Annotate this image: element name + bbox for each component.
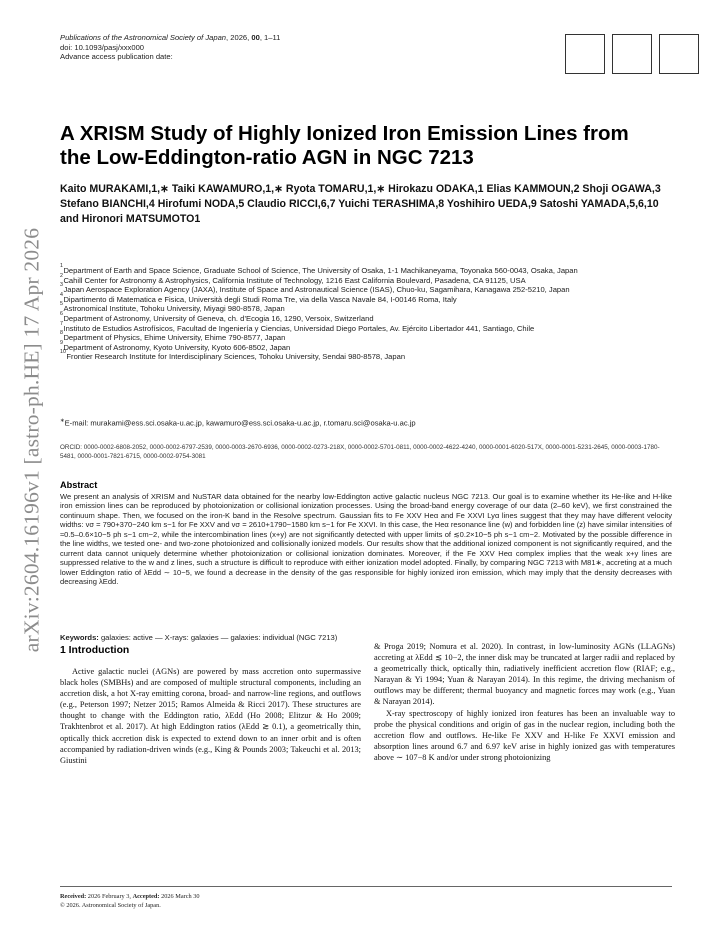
affiliation-item [60, 272, 672, 286]
affiliation-text: Frontier Research Institute for Interdisciplinary Sciences, Tohoku University, Sendai 980-8578, Japan [66, 352, 406, 362]
abstract-heading: Abstract [60, 480, 98, 490]
affiliation-text: Japan Aerospace Exploration Agency (JAXA), Institute of Space and Astronautical Science (ISAS), Chuo-ku, Sagamihara, Kanagawa 252-5210, Japan [63, 285, 570, 295]
affiliation-text: Department of Astronomy, Kyoto University, Kyoto 606-8502, Japan [63, 342, 291, 352]
arxiv-identifier[interactable]: arXiv:2604.16196v1 [astro-ph.HE] 17 Apr 2026 [19, 227, 44, 653]
affiliation-text: Department of Earth and Space Science, Graduate School of Science, The University of Osaka, 1-1 Machikaneyama, Toyonaka 560-0043, Osaka, Japan [63, 266, 578, 275]
affiliation-number: 7 [60, 320, 63, 327]
affiliation-number: 4 [60, 291, 63, 298]
affiliation-text: Instituto de Estudios Astrofísicos, Facultad de Ingeniería y Ciencias, Universidad Diego Portales, Av. Ejército Libertador 441, Santiago, Chile [63, 323, 535, 333]
affiliation-text: Cahill Center for Astronomy & Astrophysics, California Institute of Technology, 1216 East California Boulevard, Pasadena, CA 91125, USA [63, 275, 526, 285]
doi-line[interactable]: doi: 10.1093/pasj/xxx000 [60, 42, 145, 52]
affiliation-number: 6 [60, 310, 63, 317]
journal-header [60, 33, 280, 62]
intro-paragraph: & Proga 2019; Nomura et al. 2020). In contrast, in low-luminosity AGNs (LLAGNs) accreting at λEdd ≲ 10−2, the inner disk may be truncated at larger radii and replaced by a geometrically thick, optically thin, radiatively inefficient accretion flow (RIAF; e.g., Narayan & Yi 1994; Yuan & Narayan 2014). In this regime, the driving mechanism of outflows may be different; thermal buoyancy and magnetic forces may work (e.g., Yuan & Narayan 2014). [374, 642, 675, 707]
affiliation-text: Dipartimento di Matematica e Fisica, Università degli Studi Roma Tre, via della Vasca Navale 84, I-00146 Roma, Italy [63, 294, 457, 304]
affiliation-text: Department of Astronomy, University of Geneva, ch. d’Ecogia 16, 1290, Versoix, Switzerland [63, 313, 374, 323]
paper-title: A XRISM Study of Highly Ionized Iron Emission Lines from the Low-Eddington-ratio AGN in NGC 7213 [60, 122, 629, 169]
affiliation-item [60, 349, 672, 362]
header-box [659, 34, 699, 74]
publication-footer [60, 892, 200, 910]
affiliation-number: 9 [60, 339, 63, 346]
affiliation-item [60, 263, 672, 276]
corresponding-email[interactable]: ∗E-mail: murakami@ess.sci.osaka-u.ac.jp, kawamuro@ess.sci.osaka-u.ac.jp, r.tomaru.sci@osaka-u.ac.jp [60, 418, 416, 428]
affiliation-item [60, 320, 672, 334]
affiliation-item [60, 282, 672, 295]
affiliation-item [60, 301, 672, 314]
journal-citation: Publications of the Astronomical Society of Japan, 2026, 00, 1–11 [60, 33, 281, 42]
keywords-label: Keywords: [60, 633, 99, 642]
section-heading-introduction: 1 Introduction [60, 645, 130, 656]
copyright-line: © 2026. Astronomical Society of Japan. [60, 902, 161, 909]
journal-name: Publications of the Astronomical Society of Japan [60, 33, 227, 42]
advance-access-line: Advance access publication date: [60, 52, 173, 62]
affiliation-item [60, 339, 672, 353]
received-accepted-line: Received: 2026 February 3, Accepted: 2026 March 30 [60, 893, 200, 900]
affiliation-item [60, 330, 672, 343]
header-boxes [565, 34, 699, 74]
orcid-list[interactable]: ORCID: 0000-0002-6808-2052, 0000-0002-6797-2539, 0000-0003-2670-6936, 0000-0002-0273-218X, 0000-0002-5701-0811, 0000-0002-4622-4240, 0000-0001-6020-517X, 0000-0001-5231-2645, 0000-0003-1780-5481, 0000-0001-7821-6715, 0000-0002-9754-3081 [60, 444, 660, 460]
affiliation-item [60, 291, 672, 305]
affiliation-list [60, 263, 672, 362]
intro-paragraph: X-ray spectroscopy of highly ionized iron features has been an invaluable way to probe the physical conditions and origin of gas in the nuclear region, including both the accretion flow and outflows. He-like Fe XXV and H-like Fe XXVI emission and absorption lines around 6.7 and 6.97 keV arise in highly ionized gas with temperatures above ∼ 107−8 K and/or under strong photoionizing [374, 708, 675, 762]
intro-right-column [374, 641, 675, 763]
affiliation-number: 3 [60, 282, 63, 289]
affiliation-item [60, 310, 672, 324]
affiliation-text: Astronomical Institute, Tohoku University, Miyagi 980-8578, Japan [63, 304, 285, 314]
affiliation-text: Department of Physics, Ehime University, Ehime 790-8577, Japan [63, 333, 286, 343]
affiliation-number: 5 [60, 301, 63, 308]
intro-left-column: Active galactic nuclei (AGNs) are powered by mass accretion onto supermassive black holes (SMBHs) and are composed of multiple structural components, including an accretion disk, a hot X-ray emitting corona, broad- and narrow-line regions, and outflows (e.g., Peterson 1997; Netzer 2015; Ramos Almeida & Ricci 2017). These structures are thought to change with the Eddington ratio, λEdd (Ho 2008; Elitzur & Ho 2009; Trakhtenbrot et al. 2017). At high Eddington ratios (λEdd ≳ 0.1), a geometrically thin, optically thick accretion disk is expected to extend down to an inner orbit and is often accompanied by radiation-driven winds (e.g., King & Pounds 2003; Takeuchi et al. 2013; Giustini [60, 667, 361, 765]
journal-volume: 00 [251, 33, 260, 42]
affiliation-number: 1 [60, 263, 63, 269]
author-list: Kaito MURAKAMI,1,∗ Taiki KAWAMURO,1,∗ Ryota TOMARU,1,∗ Hirokazu ODAKA,1 Elias KAMMOUN,2 Shoji OGAWA,3 Stefano BIANCHI,4 Hirofumi NODA,5 Claudio RICCI,6,7 Yuichi TERASHIMA,8 Yoshihiro UEDA,9 Satoshi YAMADA,5,6,10 and Hironori MATSUMOTO1 [60, 183, 661, 226]
abstract-text: We present an analysis of XRISM and NuSTAR data obtained for the nearby low-Eddington active galactic nucleus NGC 7213. Our goal is to examine whether its He-like and H-like iron emission lines can be reproduced by photoionization or collisional ionization processes. Using the broad-band energy coverage of our data (2–60 keV), we first constrained the continuum shape. Then, we focused on the iron-K band in the Resolve spectrum. Gaussian fits to Fe XXV Heα and Fe XXVI Lyα lines suggest that they may have different velocity widths: vσ = 790+370−240 km s−1 for Fe XXV and vσ = 2610+1790−1580 km s−1 for Fe XXVI. In this case, the Heα resonance line (w) and forbidden line (z) have similar intensities of ≈0.5–0.6×10−5 ph s−1 cm−2, while the intercombination lines (x+y) are not significantly detected with upper limits of ≲0.2×10−5 ph s−1 cm−2. Motivated by the possible difference in the line widths, we tested one- and two-zone photoionized and collisionally ionized models. Our results show that the additional ionized component is not significantly required, and the current data cannot uniquely determine whether photoionization or collisional ionization dominates. Moreover, if the Fe XXV Heα complex implies that the weak x+y lines are suppressed relative to the w and z lines, such a structure is difficult to reproduce with either ionization model adopted. Finally, by comparing NGC 7213 with M81∗, accreting at a much lower Eddington ratio of λEdd ∼ 10−5, we found a decrease in the density of the gas responsible for highly ionized iron emission, which may imply that the density decreases with decreasing λEdd. [60, 492, 672, 587]
arxiv-stamp [10, 227, 54, 653]
header-box [612, 34, 652, 74]
footer-rule [60, 886, 672, 887]
affiliation-number: 8 [60, 330, 63, 337]
header-box [565, 34, 605, 74]
affiliation-number: 2 [60, 272, 63, 279]
affiliation-number: 10 [60, 349, 66, 356]
keywords-text: galaxies: active — X-rays: galaxies — galaxies: individual (NGC 7213) [98, 633, 338, 642]
